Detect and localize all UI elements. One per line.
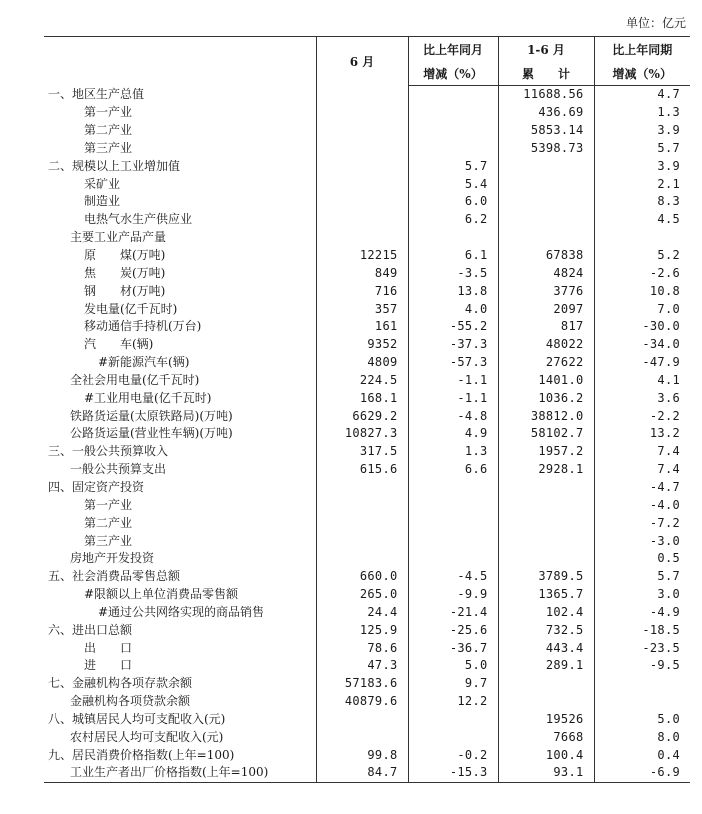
cell-cumulative-yoy: -2.2 (594, 407, 690, 425)
cell-cumulative-yoy: 3.9 (594, 157, 690, 175)
table-row (44, 621, 690, 639)
cell-month-yoy: 13.8 (408, 282, 498, 300)
cell-month-yoy: -37.3 (408, 336, 498, 354)
table-row (44, 318, 690, 336)
row-label: 金融机构各项贷款余额 (70, 694, 191, 709)
cell-cumulative-yoy: 4.1 (594, 372, 690, 390)
table-row (44, 603, 690, 621)
table-row (44, 104, 690, 122)
cell-cumulative-yoy: 4.7 (594, 86, 690, 104)
header-cum-yoy-top: 比上年同期 (594, 37, 690, 62)
cell-month-value: 716 (316, 282, 408, 300)
cell-cumulative-value: 732.5 (498, 621, 594, 639)
row-label: 发电量(亿千瓦时) (84, 301, 178, 316)
cell-cumulative-value: 58102.7 (498, 425, 594, 443)
cell-month-yoy: 6.1 (408, 247, 498, 265)
cell-cumulative-yoy: 2.1 (594, 175, 690, 193)
cell-month-value (316, 728, 408, 746)
cell-month-value: 9352 (316, 336, 408, 354)
cell-cumulative-value (498, 532, 594, 550)
cell-month-value (316, 122, 408, 140)
cell-cumulative-yoy: -4.0 (594, 496, 690, 514)
table-row (44, 639, 690, 657)
cell-cumulative-yoy: 3.0 (594, 586, 690, 604)
cell-month-yoy: 4.0 (408, 300, 498, 318)
cell-cumulative-value (498, 693, 594, 711)
cell-cumulative-value (498, 550, 594, 568)
cell-month-yoy: 6.0 (408, 193, 498, 211)
table-row (44, 693, 690, 711)
table-row (44, 532, 690, 550)
cell-month-yoy (408, 104, 498, 122)
cell-cumulative-yoy: -23.5 (594, 639, 690, 657)
cell-cumulative-value: 436.69 (498, 104, 594, 122)
cell-month-value: 849 (316, 264, 408, 282)
row-label: 三、一般公共预算收入 (48, 444, 169, 459)
cell-month-value (316, 229, 408, 247)
table-row (44, 354, 690, 372)
statistics-table (44, 36, 690, 783)
cell-month-value (316, 104, 408, 122)
table-row (44, 157, 690, 175)
cell-month-yoy: 6.2 (408, 211, 498, 229)
row-label: 汽 车(辆) (84, 337, 154, 352)
cell-month-yoy: -0.2 (408, 746, 498, 764)
row-label: 九、居民消费价格指数(上年=100) (48, 747, 235, 762)
cell-month-value: 168.1 (316, 389, 408, 407)
cell-month-value: 12215 (316, 247, 408, 265)
row-label: 公路货运量(营业性车辆)(万吨) (70, 426, 233, 441)
cell-cumulative-yoy: -3.0 (594, 532, 690, 550)
cell-month-yoy: 9.7 (408, 675, 498, 693)
cell-cumulative-yoy: -7.2 (594, 514, 690, 532)
cell-month-value (316, 514, 408, 532)
table-row (44, 122, 690, 140)
cell-cumulative-value: 817 (498, 318, 594, 336)
cell-month-value: 10827.3 (316, 425, 408, 443)
cell-month-yoy: -1.1 (408, 372, 498, 390)
table-row (44, 461, 690, 479)
cell-month-value (316, 193, 408, 211)
cell-month-yoy (408, 122, 498, 140)
row-label: 一般公共预算支出 (70, 462, 167, 477)
row-label: 第二产业 (84, 123, 133, 138)
cell-month-value: 615.6 (316, 461, 408, 479)
cell-month-value: 125.9 (316, 621, 408, 639)
cell-month-value: 317.5 (316, 443, 408, 461)
cell-month-value (316, 140, 408, 158)
cell-cumulative-value (498, 175, 594, 193)
table-row (44, 264, 690, 282)
table-row (44, 728, 690, 746)
cell-month-yoy: 5.0 (408, 657, 498, 675)
cell-cumulative-value: 5853.14 (498, 122, 594, 140)
cell-cumulative-yoy: -30.0 (594, 318, 690, 336)
row-label: 房地产开发投资 (70, 551, 155, 566)
table-row (44, 140, 690, 158)
header-cum-yoy-bottom: 增减（%） (594, 61, 690, 86)
cell-month-yoy: -1.1 (408, 389, 498, 407)
row-label: 农村居民人均可支配收入(元) (70, 729, 224, 744)
row-label: 钢 材(万吨) (84, 283, 166, 298)
cell-cumulative-value: 27622 (498, 354, 594, 372)
table-row (44, 372, 690, 390)
table-row (44, 550, 690, 568)
cell-month-yoy (408, 479, 498, 497)
cell-cumulative-yoy: 7.0 (594, 300, 690, 318)
table-row (44, 425, 690, 443)
cell-cumulative-yoy: -2.6 (594, 264, 690, 282)
table-row (44, 496, 690, 514)
cell-cumulative-value: 7668 (498, 728, 594, 746)
table-row (44, 443, 690, 461)
cell-cumulative-value: 5398.73 (498, 140, 594, 158)
cell-cumulative-yoy: 10.8 (594, 282, 690, 300)
cell-month-yoy: -21.4 (408, 603, 498, 621)
cell-month-value (316, 532, 408, 550)
cell-month-yoy: -3.5 (408, 264, 498, 282)
cell-cumulative-value: 3789.5 (498, 568, 594, 586)
cell-cumulative-yoy: -47.9 (594, 354, 690, 372)
cell-cumulative-yoy: 5.7 (594, 568, 690, 586)
cell-cumulative-yoy: 8.3 (594, 193, 690, 211)
cell-cumulative-yoy: 5.7 (594, 140, 690, 158)
cell-cumulative-value: 289.1 (498, 657, 594, 675)
table-row (44, 568, 690, 586)
table-row (44, 300, 690, 318)
cell-cumulative-value: 4824 (498, 264, 594, 282)
row-label: 第一产业 (84, 105, 133, 120)
cell-cumulative-yoy: -4.9 (594, 603, 690, 621)
cell-cumulative-yoy: 8.0 (594, 728, 690, 746)
cell-cumulative-value (498, 514, 594, 532)
cell-month-yoy: 5.4 (408, 175, 498, 193)
cell-cumulative-value (498, 229, 594, 247)
cell-cumulative-value: 38812.0 (498, 407, 594, 425)
table-header (44, 37, 690, 86)
cell-month-value (316, 211, 408, 229)
cell-month-yoy (408, 728, 498, 746)
row-label: 一、地区生产总值 (48, 87, 145, 102)
cell-month-yoy (408, 86, 498, 104)
cell-month-yoy: -9.9 (408, 586, 498, 604)
table-row (44, 479, 690, 497)
table-row (44, 175, 690, 193)
cell-month-value: 40879.6 (316, 693, 408, 711)
cell-month-value (316, 86, 408, 104)
cell-cumulative-value: 48022 (498, 336, 594, 354)
cell-cumulative-value: 443.4 (498, 639, 594, 657)
cell-month-yoy: 1.3 (408, 443, 498, 461)
cell-month-value: 224.5 (316, 372, 408, 390)
row-label: #通过公共网络实现的商品销售 (98, 604, 265, 619)
cell-month-yoy: -55.2 (408, 318, 498, 336)
cell-month-value: 57183.6 (316, 675, 408, 693)
row-label: 制造业 (84, 194, 121, 209)
row-label: 五、社会消费品零售总额 (48, 569, 181, 584)
row-label: 移动通信手持机(万台) (84, 319, 202, 334)
cell-cumulative-yoy: 0.5 (594, 550, 690, 568)
cell-month-yoy: -36.7 (408, 639, 498, 657)
cell-cumulative-value: 19526 (498, 711, 594, 729)
row-label: 七、金融机构各项存款余额 (48, 676, 193, 691)
cell-month-value: 161 (316, 318, 408, 336)
row-label: 二、规模以上工业增加值 (48, 158, 181, 173)
header-indicator-cell (44, 37, 316, 86)
cell-cumulative-value: 3776 (498, 282, 594, 300)
cell-cumulative-value: 1365.7 (498, 586, 594, 604)
table-row (44, 746, 690, 764)
table-row (44, 657, 690, 675)
row-label: 电热气水生产供应业 (84, 212, 193, 227)
cell-month-value: 84.7 (316, 764, 408, 782)
row-label: 出 口 (84, 640, 133, 655)
row-label: 第二产业 (84, 515, 133, 530)
cell-month-value (316, 550, 408, 568)
cell-month-yoy (408, 532, 498, 550)
cell-cumulative-value: 93.1 (498, 764, 594, 782)
table-row (44, 211, 690, 229)
table-row (44, 229, 690, 247)
cell-cumulative-value: 2928.1 (498, 461, 594, 479)
cell-month-value: 24.4 (316, 603, 408, 621)
row-label: 四、固定资产投资 (48, 479, 145, 494)
row-label: 第三产业 (84, 140, 133, 155)
unit-label: 单位：亿元 (625, 16, 686, 30)
cell-cumulative-value (498, 193, 594, 211)
table-row (44, 247, 690, 265)
cell-cumulative-yoy: 0.4 (594, 746, 690, 764)
cell-month-value: 47.3 (316, 657, 408, 675)
table-row (44, 514, 690, 532)
cell-cumulative-yoy: 5.0 (594, 711, 690, 729)
cell-cumulative-yoy: -34.0 (594, 336, 690, 354)
cell-month-yoy: 5.7 (408, 157, 498, 175)
cell-month-yoy: 6.6 (408, 461, 498, 479)
cell-cumulative-value (498, 675, 594, 693)
cell-month-yoy (408, 550, 498, 568)
cell-month-yoy (408, 514, 498, 532)
cell-month-value (316, 496, 408, 514)
header-yoy-bottom: 增减（%） (408, 61, 498, 86)
table-row (44, 675, 690, 693)
table-row (44, 764, 690, 782)
cell-month-value: 99.8 (316, 746, 408, 764)
row-label: 全社会用电量(亿千瓦时) (70, 372, 200, 387)
cell-cumulative-value: 11688.56 (498, 86, 594, 104)
row-label: #新能源汽车(辆) (98, 355, 190, 370)
table-row (44, 389, 690, 407)
cell-month-value: 6629.2 (316, 407, 408, 425)
cell-month-yoy: -57.3 (408, 354, 498, 372)
row-label: #工业用电量(亿千瓦时) (84, 390, 212, 405)
cell-cumulative-yoy: 1.3 (594, 104, 690, 122)
cell-month-value: 357 (316, 300, 408, 318)
cell-month-yoy (408, 496, 498, 514)
cell-cumulative-yoy (594, 229, 690, 247)
table-row (44, 407, 690, 425)
cell-cumulative-yoy: 4.5 (594, 211, 690, 229)
cell-cumulative-value: 1401.0 (498, 372, 594, 390)
cell-cumulative-value (498, 211, 594, 229)
row-label: 第一产业 (84, 497, 133, 512)
row-label: 第三产业 (84, 533, 133, 548)
cell-cumulative-yoy: 3.6 (594, 389, 690, 407)
header-cum-bottom: 累 计 (498, 61, 594, 86)
cell-month-yoy: -15.3 (408, 764, 498, 782)
cell-cumulative-yoy: 3.9 (594, 122, 690, 140)
table-row (44, 86, 690, 104)
row-label: 铁路货运量(太原铁路局)(万吨) (70, 408, 233, 423)
header-month: 6 月 (316, 37, 408, 86)
cell-month-value: 660.0 (316, 568, 408, 586)
cell-cumulative-yoy: -18.5 (594, 621, 690, 639)
row-label: 六、进出口总额 (48, 622, 133, 637)
cell-month-value (316, 157, 408, 175)
cell-cumulative-yoy (594, 693, 690, 711)
table-row (44, 336, 690, 354)
cell-cumulative-value: 1957.2 (498, 443, 594, 461)
table-row (44, 282, 690, 300)
row-label: 采矿业 (84, 176, 121, 191)
cell-month-yoy (408, 140, 498, 158)
cell-cumulative-value: 100.4 (498, 746, 594, 764)
row-label: 焦 炭(万吨) (84, 265, 166, 280)
cell-cumulative-yoy: -4.7 (594, 479, 690, 497)
cell-month-yoy (408, 229, 498, 247)
table-body (44, 86, 690, 783)
cell-month-value (316, 479, 408, 497)
cell-cumulative-value: 1036.2 (498, 389, 594, 407)
cell-cumulative-yoy (594, 675, 690, 693)
row-label: 主要工业产品产量 (70, 230, 167, 245)
table-row (44, 193, 690, 211)
cell-month-value: 265.0 (316, 586, 408, 604)
cell-cumulative-yoy: 7.4 (594, 443, 690, 461)
cell-month-value: 78.6 (316, 639, 408, 657)
cell-cumulative-value: 67838 (498, 247, 594, 265)
cell-month-yoy: -4.8 (408, 407, 498, 425)
cell-cumulative-value (498, 479, 594, 497)
cell-cumulative-value: 102.4 (498, 603, 594, 621)
cell-cumulative-yoy: 13.2 (594, 425, 690, 443)
header-cum-top: 1-6 月 (498, 37, 594, 62)
cell-cumulative-yoy: 7.4 (594, 461, 690, 479)
table-row (44, 586, 690, 604)
cell-cumulative-yoy: -6.9 (594, 764, 690, 782)
cell-cumulative-value (498, 496, 594, 514)
cell-month-yoy (408, 711, 498, 729)
row-label: #限额以上单位消费品零售额 (84, 587, 239, 602)
cell-cumulative-value (498, 157, 594, 175)
cell-cumulative-yoy: 5.2 (594, 247, 690, 265)
cell-month-yoy: -25.6 (408, 621, 498, 639)
cell-month-yoy: 12.2 (408, 693, 498, 711)
cell-month-value (316, 175, 408, 193)
cell-month-value: 4809 (316, 354, 408, 372)
row-label: 八、城镇居民人均可支配收入(元) (48, 711, 226, 726)
table-row (44, 711, 690, 729)
cell-month-yoy: -4.5 (408, 568, 498, 586)
cell-cumulative-yoy: -9.5 (594, 657, 690, 675)
header-yoy-top: 比上年同月 (408, 37, 498, 62)
cell-month-value (316, 711, 408, 729)
cell-cumulative-value: 2097 (498, 300, 594, 318)
row-label: 工业生产者出厂价格指数(上年=100) (44, 764, 316, 782)
cell-month-yoy: 4.9 (408, 425, 498, 443)
row-label: 进 口 (84, 658, 133, 673)
row-label: 原 煤(万吨) (84, 248, 166, 263)
